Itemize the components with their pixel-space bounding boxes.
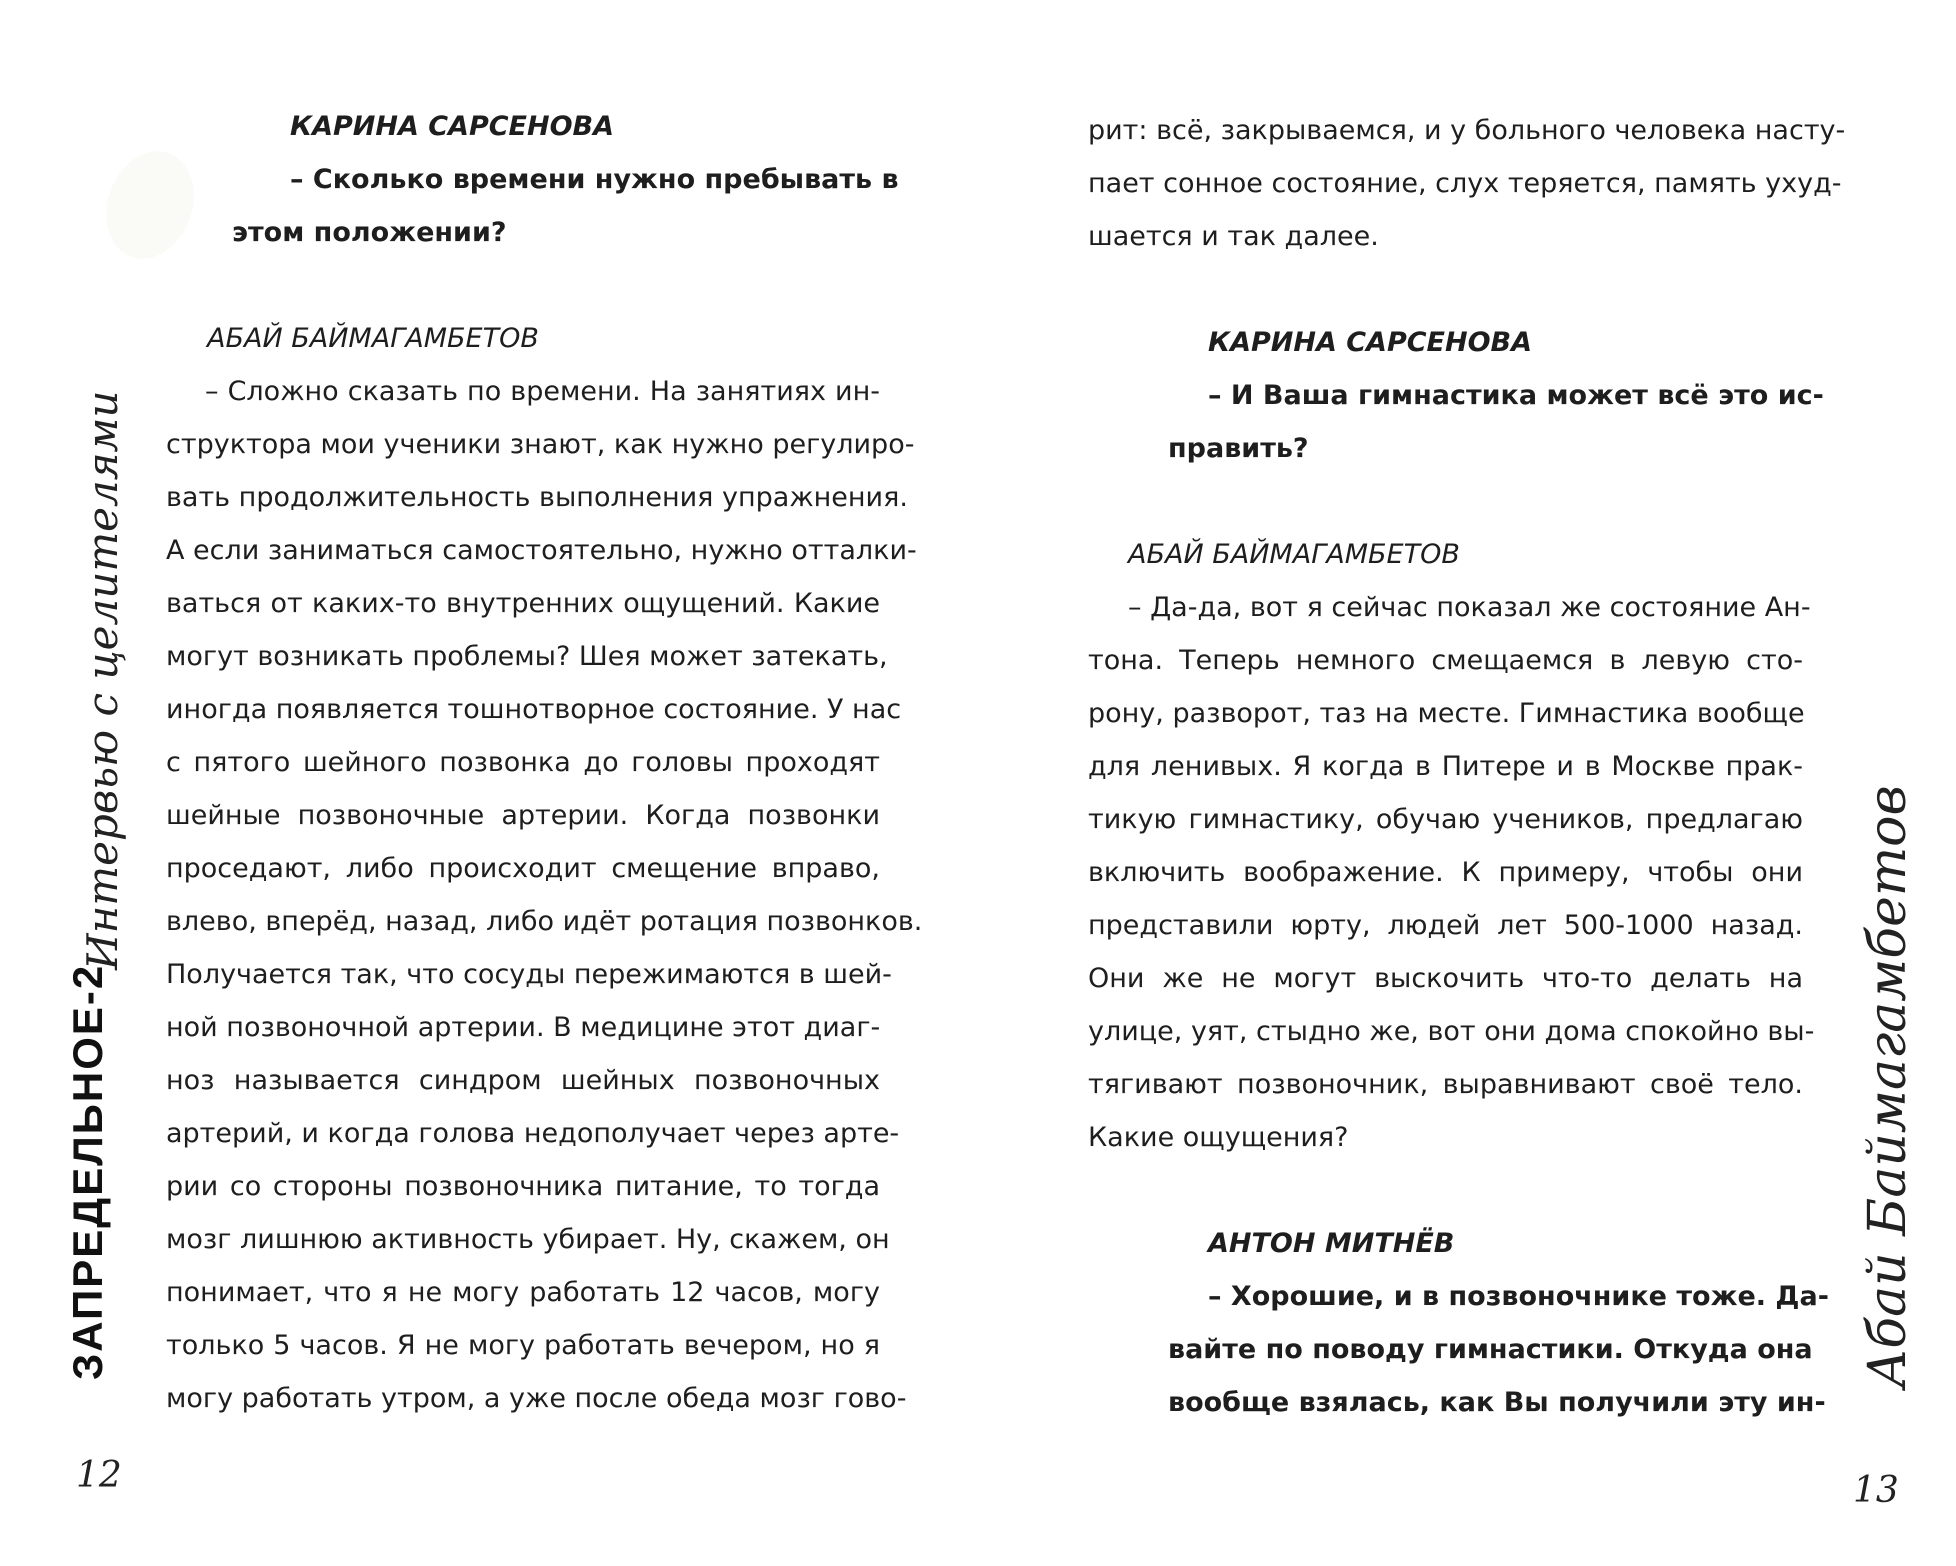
text-line: могу работать утром, а уже после обеда мозг гово-: [166, 1383, 907, 1414]
text-line: рии со стороны позвоночника питание, то тогда: [166, 1171, 880, 1202]
text-line: улице, уят, стыдно же, вот они дома спокойно вы-: [1088, 1016, 1815, 1047]
spine-book-subtitle: Интервью с целителями: [78, 390, 127, 970]
text-line: ной позвоночной артерии. В медицине этот диаг-: [166, 1012, 881, 1043]
text-line: тикую гимнастику, обучаю учеников, предлагаю: [1088, 804, 1803, 835]
question-line: – И Ваша гимнастика может всё это ис-: [1208, 380, 1824, 411]
spine-book-title: ЗАПРЕДЕЛЬНОЕ-2: [64, 963, 111, 1380]
text-line: шейные позвоночные артерии. Когда позвонки: [166, 800, 880, 831]
text-line: проседают, либо происходит смещение вправо,: [166, 853, 880, 884]
text-line: Они же не могут выскочить что-то делать на: [1088, 963, 1803, 994]
text-line: артерий, и когда голова недополучает через арте-: [166, 1118, 900, 1149]
question-line: править?: [1168, 433, 1309, 464]
spine-author-name: Абай Баймагамбетов: [1858, 785, 1918, 1388]
text-line: понимает, что я не могу работать 12 часов, могу: [166, 1277, 880, 1308]
text-line: иногда появляется тошнотворное состояние. У нас: [166, 694, 902, 725]
text-line: с пятого шейного позвонка до головы проходят: [166, 747, 880, 778]
text-line: могут возникать проблемы? Шея может затекать,: [166, 641, 888, 672]
text-line: тона. Теперь немного смещаемся в левую сто-: [1088, 645, 1803, 676]
text-line: – Сложно сказать по времени. На занятиях ин-: [205, 376, 880, 407]
page-number: 13: [1853, 1470, 1899, 1511]
text-line: Какие ощущения?: [1088, 1122, 1349, 1153]
speaker-name: КАРИНА САРСЕНОВА: [290, 111, 615, 142]
question-line: – Хорошие, и в позвоночнике тоже. Да-: [1208, 1281, 1829, 1312]
speaker-name: КАРИНА САРСЕНОВА: [1208, 327, 1533, 358]
text-line: только 5 часов. Я не могу работать вечером, но я: [166, 1330, 880, 1361]
question-line: – Сколько времени нужно пребывать в: [290, 164, 899, 195]
text-line: шается и так далее.: [1088, 221, 1379, 252]
text-line: Получается так, что сосуды пережимаются в шей-: [166, 959, 892, 990]
text-line: влево, вперёд, назад, либо идёт ротация позвонков.: [166, 906, 923, 937]
text-line: представили юрту, людей лет 500-1000 назад.: [1088, 910, 1803, 941]
text-line: рону, разворот, таз на месте. Гимнастика вообще: [1088, 698, 1805, 729]
speaker-name: АБАЙ БАЙМАГАМБЕТОВ: [1128, 539, 1460, 570]
text-line: А если заниматься самостоятельно, нужно отталки-: [166, 535, 917, 566]
text-line: ноз называется синдром шейных позвоночных: [166, 1065, 880, 1096]
text-line: – Да-да, вот я сейчас показал же состояние Ан-: [1128, 592, 1811, 623]
text-line: для ленивых. Я когда в Питере и в Москве прак-: [1088, 751, 1803, 782]
text-line: мозг лишнюю активность убирает. Ну, скажем, он: [166, 1224, 890, 1255]
text-line: ваться от каких-то внутренних ощущений. Какие: [166, 588, 880, 619]
text-line: рит: всё, закрываемся, и у больного человека насту-: [1088, 115, 1846, 146]
text-line: пает сонное состояние, слух теряется, память ухуд-: [1088, 168, 1842, 199]
speaker-name: АБАЙ БАЙМАГАМБЕТОВ: [207, 323, 539, 354]
question-line: вообще взялась, как Вы получили эту ин-: [1168, 1387, 1826, 1418]
speaker-name: АНТОН МИТНЁВ: [1208, 1228, 1455, 1259]
text-line: включить воображение. К примеру, чтобы они: [1088, 857, 1803, 888]
question-line: этом положении?: [232, 217, 507, 248]
page-number: 12: [76, 1455, 122, 1496]
text-line: структора мои ученики знают, как нужно регулиро-: [166, 429, 915, 460]
question-line: вайте по поводу гимнастики. Откуда она: [1168, 1334, 1813, 1365]
text-line: вать продолжительность выполнения упражнения.: [166, 482, 908, 513]
text-line: тягивают позвоночник, выравнивают своё тело.: [1088, 1069, 1803, 1100]
